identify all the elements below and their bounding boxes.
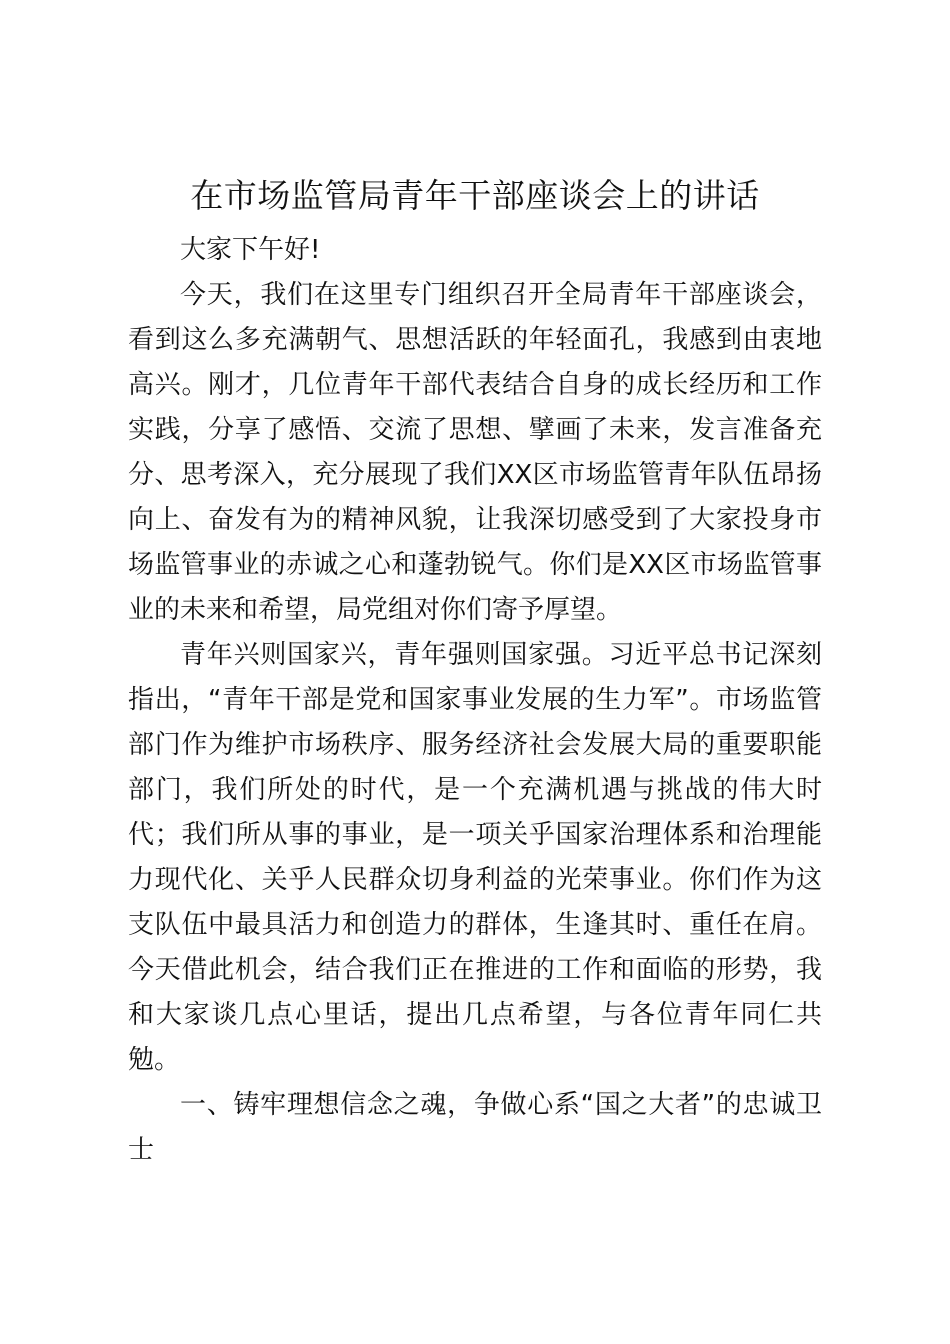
body-paragraph: 今天，我们在这里专门组织召开全局青年干部座谈会，看到这么多充满朝气、思想活跃的年轻面孔，我感到由衷地高兴。刚才，几位青年干部代表结合自身的成长经历和工作实践，分享了感悟、交流了思想、擘画了未来，发言准备充分、思考深入，充分展现了我们XX区市场监管青年队伍昂扬向上、奋发有为的精神风貌，让我深切感受到了大家投身市场监管事业的赤诚之心和蓬勃锐气。你们是XX区市场监管事业的未来和希望，局党组对你们寄予厚望。 (128, 280, 822, 625)
body-paragraph: 青年兴则国家兴，青年强则国家强。习近平总书记深刻指出，“青年干部是党和国家事业发展的生力军”。市场监管部门作为维护市场秩序、服务经济社会发展大局的重要职能部门，我们所处的时代，是一个充满机遇与挑战的伟大时代；我们所从事的事业，是一项关乎国家治理体系和治理能力现代化、关乎人民群众切身利益的光荣事业。你们作为这支队伍中最具活力和创造力的群体，生逢其时、重任在肩。今天借此机会，结合我们正在推进的工作和面临的形势，我和大家谈几点心里话，提出几点希望，与各位青年同仁共勉。 (128, 640, 822, 1075)
document-title: 在市场监管局青年干部座谈会上的讲话 (190, 176, 760, 215)
section-heading: 一、铸牢理想信念之魂，争做心系“国之大者”的忠诚卫士 (128, 1090, 822, 1165)
document-body (128, 228, 822, 1173)
greeting-paragraph: 大家下午好! (180, 235, 321, 265)
